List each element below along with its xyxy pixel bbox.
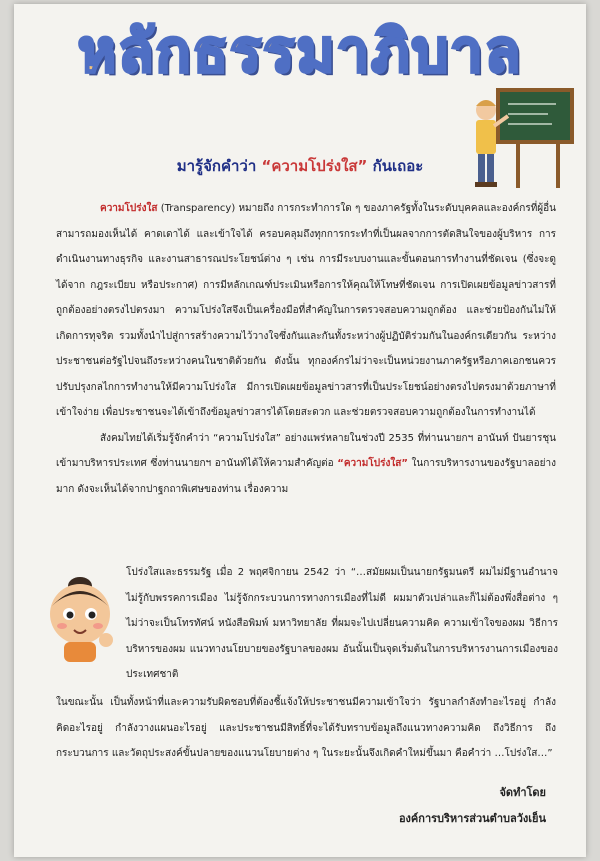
closing-paragraph — [56, 690, 556, 767]
paragraph-1 — [56, 196, 556, 426]
body-text — [56, 196, 556, 502]
paragraph-1-text: (Transparency) หมายถึง การกระทำการใด ๆ ของภาครัฐทั้งในระดับบุคคลและองค์กรที่ผู้อื่นสามารถมองเห็นได้ คาดเดาได้ และเข้าใจได้ ครอบคลุมถึงทุกการกระทำที่เป็นผลจากการตัดสินใจของผู้บริหาร การดำเนินงานทางธุรกิจ และงานสาธารณประโยชน์ต่าง ๆ เช่น การมีระบบงานและขั้นตอนการทำงานที่ชัดเจน (ซึ่งจะดูได้จาก กฎระเบียบ หรือประกาศ) การมีหลักเกณฑ์ประเมินหรือการให้คุณให้โทษที่ชัดเจน การเปิดเผยข้อมูลข่าวสารที่ถูกต้องอย่างตรงไปตรงมา ความโปร่งใสจึงเป็นเครื่องมือที่สำคัญในการตรวจสอบความถูกต้อง และช่วยป้องกันไม่ให้เกิดการทุจริต รวมทั้งนำไปสู่การสร้างความไว้วางใจซึ่งกันและกันทั้งระหว่างผู้ปฏิบัติร่วมกันในองค์กรเดียวกัน ระหว่างประชาชนต่อรัฐไปจนถึงระหว่างคนในชาติด้วยกัน ดังนั้น ทุกองค์กรไม่ว่าจะเป็นหน่วยงานภาครัฐหรือภาคเอกชนควรปรับปรุงกลไกการทำงานให้มีความโปร่งใส มีการเปิดเผยข้อมูลข่าวสารที่เป็นประโยชน์อย่างตรงไปตรงมาด้วยภาษาที่เข้าใจง่าย เพื่อประชาชนจะได้เข้าถึงข้อมูลข่าวสารได้โดยสะดวก และช่วยตรวจสอบความถูกต้องในการทำงานได้ — [56, 203, 556, 418]
paragraph-2-b: ในการบริหารงานของรัฐบาลอย่างมาก ดังจะเห็นได้จากปาฐกถาพิเศษของท่าน เรื่องความ — [56, 458, 557, 495]
banner-title: หลักธรรมาภิบาล — [77, 17, 523, 85]
term-transparency-2: “ความโปร่งใส” — [337, 458, 408, 469]
subtitle-pre: มารู้จักคำว่า — [176, 157, 262, 175]
subtitle — [14, 154, 586, 178]
paragraph-2-a: สังคมไทยได้เริ่มรู้จักคำว่า “ความโปร่งใส” อย่างแพร่หลายในช่วงปี 2535 ที่ท่านนายกฯ อานันท์ ปันยารชุน เข้ามาบริหารประเทศ ซึ่งท่านนายกฯ อานันท์ได้ให้ความสำคัญต่อ — [56, 432, 556, 469]
teacher-chalkboard-illustration — [458, 76, 578, 196]
cartoon-child-illustration — [36, 570, 124, 666]
closing-text: ในขณะนั้น เป็นทั้งหน้าที่และความรับผิดชอบที่ต้องชี้แจ้งให้ประชาชนมีความเข้าใจว่า รัฐบาลกำลังทำอะไรอยู่ กำลังคิดอะไรอยู่ กำลังวางแผนอะไรอยู่ และประชาชนมีสิทธิ์ที่จะได้รับทราบข้อมูลถึงแนวทางความคิด ถึงวิธีการ ถึงกระบวนการ และวัตถุประสงค์ขั้นปลายของแนวนโยบายต่าง ๆ ในระยะนั้นจึงเกิดคำใหม่ขึ้นมา คือคำว่า …โปร่งใส…” — [56, 697, 556, 759]
paragraph-2 — [56, 426, 556, 503]
document-page — [14, 4, 586, 857]
quote-text: โปร่งใสและธรรมรัฐ เมื่อ 2 พฤศจิกายน 2542 ว่า “…สมัยผมเป็นนายกรัฐมนตรี ผมไม่มีฐานอำนาจ ไม่รู้กับพรรคการเมือง ไม่รู้จักกระบวนการทางการเมืองที่ไม่ดี ผมมาตัวเปล่าและก็ไม่ต้องพึ่งสื่อต่าง ๆ ไม่ว่าจะเป็นโทรทัศน์ หนังสือพิมพ์ มหาวิทยาลัย ที่ผมจะไปเปลี่ยนความคิด ความเข้าใจของผม วิธีการบริหารของผม แนวทางนโยบายของรัฐบาลของผม อันนั้นเป็นจุดเริ่มต้นในการบริหารงานการเมืองของประเทศชาติ — [126, 567, 558, 680]
signature-prepared-by: จัดทำโดย — [499, 786, 546, 799]
signature-block — [399, 780, 546, 832]
quote-block — [126, 560, 558, 688]
subtitle-highlight: “ความโปร่งใส” — [261, 157, 368, 175]
term-transparency: ความโปร่งใส — [100, 203, 158, 214]
signature-organization: องค์การบริหารส่วนตำบลวังเย็น — [398, 812, 546, 825]
subtitle-post: กันเถอะ — [367, 157, 424, 175]
